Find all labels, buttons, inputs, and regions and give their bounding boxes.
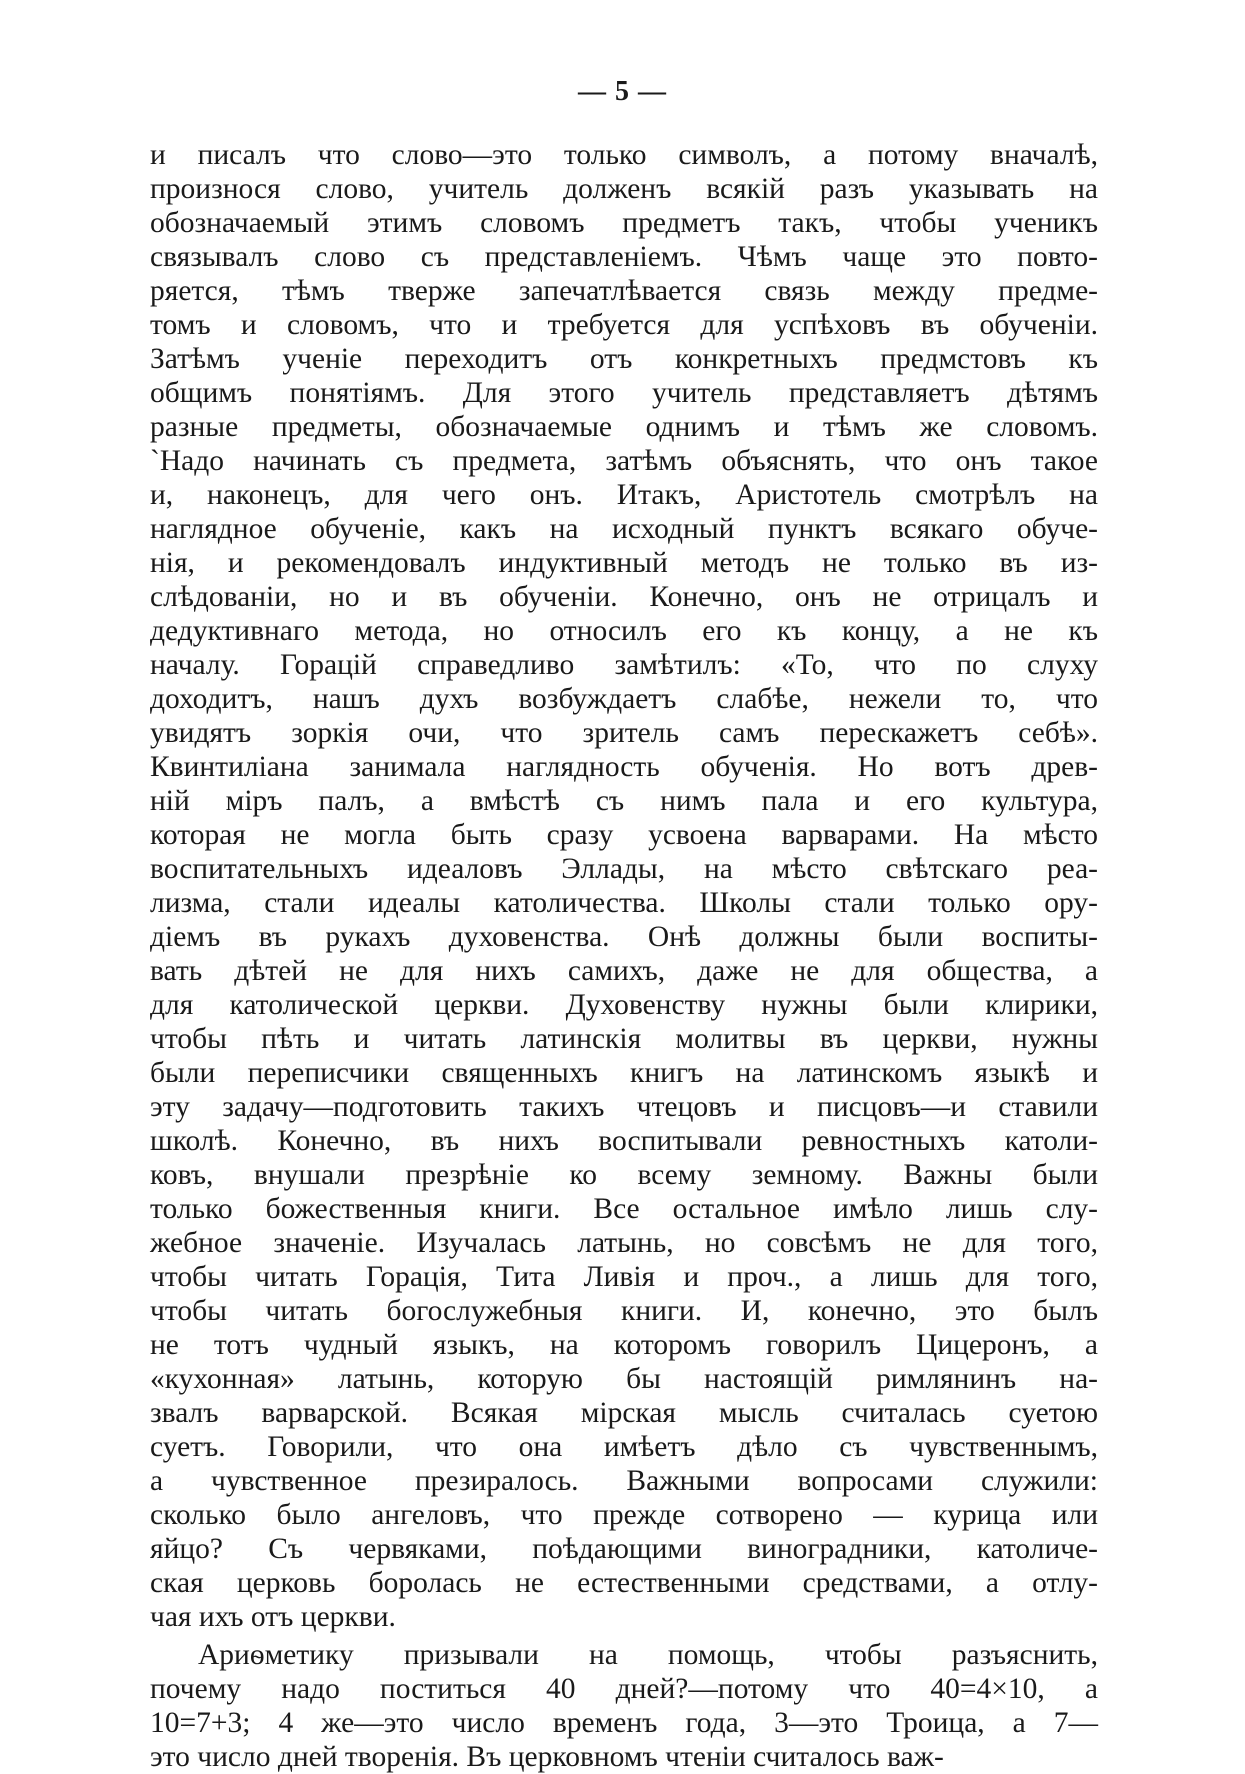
text-line: ская церковь боролась не естественными средствами, а отлу-: [150, 1567, 1098, 1599]
text-line: дедуктивнаго метода, но относилъ его къ концу, а не къ: [150, 615, 1098, 647]
text-line: школѣ. Конечно, въ нихъ воспитывали ревностныхъ католи-: [150, 1125, 1098, 1157]
text-line: ковъ, внушали презрѣніе ко всему земному. Важны были: [150, 1159, 1098, 1191]
text-line: воспитательныхъ идеаловъ Эллады, на мѣсто свѣтскаго реа-: [150, 853, 1098, 885]
text-line: разные предметы, обозначаемые однимъ и тѣмъ же словомъ.: [150, 411, 1098, 443]
text-line: сколько было ангеловъ, что прежде сотворено — курица или: [150, 1499, 1098, 1531]
text-line: и писалъ что слово—это только символъ, а потому вначалѣ,: [150, 139, 1098, 171]
text-line: 10=7+3; 4 же—это число временъ года, 3—это Троица, а 7—: [150, 1707, 1098, 1739]
text-line: жебное значеніе. Изучалась латынь, но совсѣмъ не для того,: [150, 1227, 1098, 1259]
text-line: яйцо? Съ червяками, поѣдающими виноградники, католиче-: [150, 1533, 1098, 1565]
text-line: не тотъ чудный языкъ, на которомъ говорилъ Цицеронъ, а: [150, 1329, 1098, 1361]
text-line: наглядное обученіе, какъ на исходный пунктъ всякаго обуче-: [150, 513, 1098, 545]
page-number: — 5 —: [578, 76, 667, 107]
text-line: `Надо начинать съ предмета, затѣмъ объяснять, что онъ такое: [150, 445, 1098, 477]
text-line: это число дней творенія. Въ церковномъ чтеніи считалось важ-: [150, 1741, 944, 1773]
text-line: «кухонная» латынь, которую бы настоящій римлянинъ на-: [150, 1363, 1098, 1395]
text-line: увидятъ зоркія очи, что зритель самъ перескажетъ себѣ».: [150, 717, 1098, 749]
text-line: нія, и рекомендовалъ индуктивный методъ не только въ из-: [150, 547, 1098, 579]
text-line: Квинтиліана занимала наглядность обученія. Но вотъ древ-: [150, 751, 1098, 783]
paragraph: [150, 1638, 1098, 1774]
text-line: чая ихъ отъ церкви.: [150, 1601, 396, 1633]
text-line: лизма, стали идеалы католичества. Школы стали только ору-: [150, 887, 1098, 919]
text-line: ряется, тѣмъ тверже запечатлѣвается связь между предме-: [150, 275, 1098, 307]
paragraph: [150, 138, 1098, 1634]
text-line: общимъ понятіямъ. Для этого учитель представляетъ дѣтямъ: [150, 377, 1098, 409]
text-line: которая не могла быть сразу усвоена варварами. На мѣсто: [150, 819, 1098, 851]
text-line: были переписчики священныхъ книгъ на латинскомъ языкѣ и: [150, 1057, 1098, 1089]
text-line: звалъ варварской. Всякая мірская мысль считалась суетою: [150, 1397, 1098, 1429]
text-line: обозначаемый этимъ словомъ предметъ такъ, чтобы ученикъ: [150, 207, 1098, 239]
text-line: эту задачу—подготовить такихъ чтецовъ и писцовъ—и ставили: [150, 1091, 1098, 1123]
text-line: ній міръ палъ, а вмѣстѣ съ нимъ пала и его культура,: [150, 785, 1098, 817]
text-line: для католической церкви. Духовенству нужны были клирики,: [150, 989, 1098, 1021]
text-line: вать дѣтей не для нихъ самихъ, даже не для общества, а: [150, 955, 1098, 987]
text-line: только божественныя книги. Все остальное имѣло лишь слу-: [150, 1193, 1098, 1225]
text-line: началу. Горацій справедливо замѣтилъ: «То, что по слуху: [150, 649, 1098, 681]
text-line: и, наконецъ, для чего онъ. Итакъ, Аристотель смотрѣлъ на: [150, 479, 1098, 511]
text-line: чтобы пѣть и читать латинскія молитвы въ церкви, нужны: [150, 1023, 1098, 1055]
text-line: Затѣмъ ученіе переходитъ отъ конкретныхъ предмстовъ къ: [150, 343, 1098, 375]
text-line: діемъ въ рукахъ духовенства. Онѣ должны были воспиты-: [150, 921, 1098, 953]
text-line: почему надо поститься 40 дней?—потому что 40=4×10, а: [150, 1673, 1098, 1705]
text-line: томъ и словомъ, что и требуется для успѣховъ въ обученіи.: [150, 309, 1098, 341]
text-line: суетъ. Говорили, что она имѣетъ дѣло съ чувственнымъ,: [150, 1431, 1098, 1463]
text-line: доходитъ, нашъ духъ возбуждаетъ слабѣе, нежели то, что: [150, 683, 1098, 715]
text-line: чтобы читать богослужебныя книги. И, конечно, это былъ: [150, 1295, 1098, 1327]
text-line: Ариѳметику призывали на помощь, чтобы разъяснить,: [198, 1639, 1098, 1671]
text-line: связывалъ слово съ представленіемъ. Чѣмъ чаще это повто-: [150, 241, 1098, 273]
text-line: произнося слово, учитель долженъ всякій разъ указывать на: [150, 173, 1098, 205]
text-line: чтобы читать Горація, Тита Ливія и проч., а лишь для того,: [150, 1261, 1098, 1293]
body-text: [150, 138, 1098, 1774]
text-line: слѣдованіи, но и въ обученіи. Конечно, онъ не отрицалъ и: [150, 581, 1098, 613]
text-line: а чувственное презиралось. Важными вопросами служили:: [150, 1465, 1098, 1497]
